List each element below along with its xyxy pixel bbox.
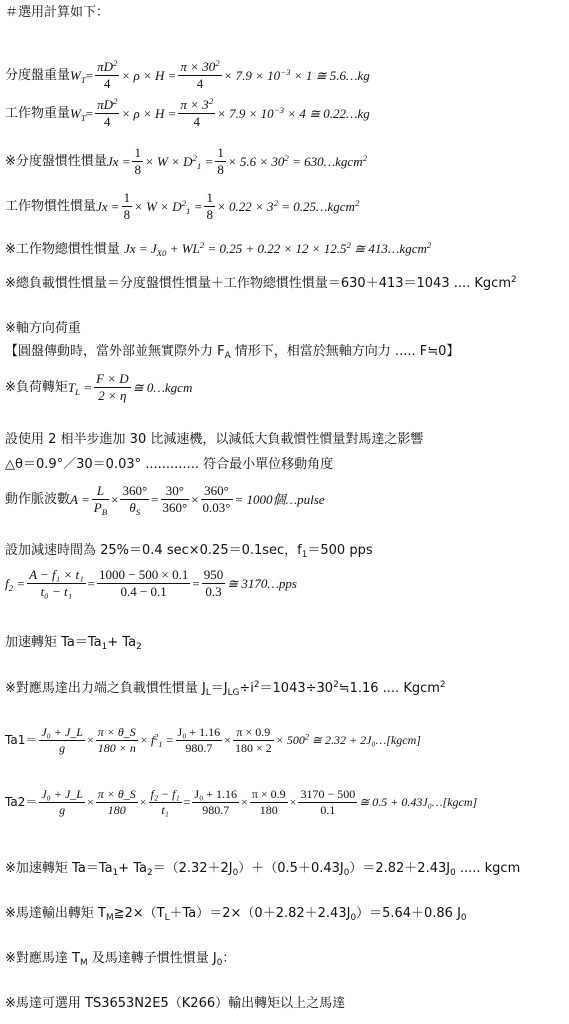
pulse-count-formula: 動作脈波數A = $\frac{L}{P_B}$ × $\frac{360^\circ}{\theta_S}$ = $\frac{30^\circ}{360^\circ}$ × $\frac{360^\circ}{0.03^\circ}$ = 1000個…pulse bbox=[5, 483, 325, 517]
workpiece-inertia-formula: 工作物慣性慣量Jx = $\frac{1}{8}$ × $W \times D^2_1$ = $\frac{1}{8}$ × $0.22 \times 3^2$ = 0.25…kgcm$^2$ bbox=[5, 190, 360, 222]
fraction: $\frac{1}{8}$ bbox=[206, 190, 213, 222]
fraction: $\frac{360^\circ}{0.03^\circ}$ bbox=[202, 483, 231, 515]
fraction: $\frac{360^\circ}{\theta_S}$ bbox=[122, 483, 148, 517]
label: ※分度盤慣性慣量 bbox=[5, 153, 107, 169]
symbol: $W_T$ bbox=[70, 67, 86, 85]
stepper-note: 設使用 2 相半步進加 30 比減速機，以減低大負載慣性慣量對馬達之影響 bbox=[5, 432, 424, 447]
motor-side-inertia: ※對應馬達出力端之負載慣性慣量 $J_L=J_{LG}\div i^2=1043\div 30^2≒1.16$ .... Kgcm$^2$ bbox=[5, 680, 446, 699]
fraction: $\frac{\pi \times 0.9}{180}$ bbox=[251, 787, 286, 817]
ta1-formula: Ta1＝ $\frac{\text{J₀ + J\_L}}{g}$ × $\frac{\pi \times \theta\_S}{180 \times n}$ × $f^2_1$ = $\frac{\text{J₀ + 1.16}}{980.7}$ × $\frac{\pi \times 0.9}{180 \times 2}$ × $500^2$ ≅ 2.32 + 2J₀…[kgcm] bbox=[5, 725, 421, 755]
motor-selection: ※馬達可選用 TS3653N2E5（K266）輸出轉矩以上之馬達 bbox=[5, 996, 346, 1011]
label: 工作物慣性慣量 bbox=[5, 198, 97, 214]
accel-time-note: 設加減速時間為 25%＝0.4 sec×0.25＝0.1sec，$f_1=500$ pps bbox=[5, 543, 373, 561]
fraction: $\frac{F \times D}{2 \times \eta}$ bbox=[96, 371, 129, 403]
fraction: $\frac{\pi \times 30^2}{4}$ bbox=[180, 58, 220, 91]
fraction: $\frac{\pi \times 3^2}{4}$ bbox=[180, 96, 214, 129]
label: 分度盤重量 bbox=[5, 67, 71, 83]
fraction: $\frac{\text{J₀ + J\_L}}{g}$ bbox=[41, 787, 83, 817]
heading: ＃選用計算如下： bbox=[5, 5, 110, 20]
disc-inertia-formula: ※分度盤慣性慣量Jx = $\frac{1}{8}$ × $W \times D^2_1$ = $\frac{1}{8}$ × $5.6 \times 30^2$ = 630…kgcm$^2$ bbox=[5, 145, 368, 177]
angle-note: △θ＝0.9°／30＝0.03° ............. 符合最小單位移動角度 bbox=[5, 457, 334, 472]
fraction: $\frac{L}{P_B}$ bbox=[93, 483, 108, 517]
label: 工作物重量 bbox=[5, 105, 71, 121]
ta2-formula: Ta2＝ $\frac{\text{J₀ + J\_L}}{g}$ × $\frac{\pi \times \theta\_S}{180}$ × $\frac{\text{f₂ − f₁}}{\text{t₁}}$ = $\frac{\text{J₀ + 1.16}}{980.7}$ × $\frac{\pi \times 0.9}{180}$ × $\frac{3170 - 500}{0.1}$ ≅ 0.5 + 0.43J₀…[kgcm] bbox=[5, 787, 478, 817]
label: 動作脈波數 bbox=[5, 491, 71, 507]
fraction: $\frac{1}{8}$ bbox=[123, 190, 131, 222]
motor-correspondence: ※對應馬達 $T_M$ 及馬達轉子慣性慣量 $J_0$： bbox=[5, 951, 236, 969]
fraction: $\frac{\text{J₀ + 1.16}}{980.7}$ bbox=[177, 725, 221, 755]
disc-weight-formula: 分度盤重量$W_T=$ $\frac{\pi D^2}{4}$ × ρ × H = $\frac{\pi \times 30^2}{4}$ × $7.9 \times 10^{-3} \times 1$ ≅ 5.6…kg bbox=[5, 58, 370, 91]
fraction: $\frac{\text{A − f₁ × t₁}}{\text{t₀ − t₁}}$ bbox=[29, 567, 84, 599]
fraction: $\frac{\pi \times \theta\_S}{180}$ bbox=[97, 787, 136, 817]
fraction: $\frac{\pi \times \theta\_S}{180 \times n}$ bbox=[97, 725, 136, 755]
fraction: $\frac{\pi D^2}{4}$ bbox=[97, 96, 118, 129]
total-workpiece-inertia: ※工作物總慣性慣量 $Jx = J_{X0} + WL^2 = 0.25 + 0.22 \times 12 \times 12.5^2$ ≅ 413…kgcm$^2$ bbox=[5, 240, 432, 259]
label: Ta1＝ bbox=[5, 733, 38, 748]
fraction: $\frac{1000 - 500 \times 0.1}{0.4 - 0.1}$ bbox=[98, 567, 189, 599]
axial-load-heading: ※軸方向荷重 bbox=[5, 321, 81, 336]
axial-load-note: 【圓盤傳動時，當外部並無實際外力 $F_A$ 情形下，相當於無軸方向力 ..... F≒0】 bbox=[5, 344, 460, 362]
fraction: $\frac{\text{J₀ + 1.16}}{980.7}$ bbox=[194, 787, 238, 817]
accel-torque-def: 加速轉矩 $Ta=Ta_1+ Ta_2$ bbox=[5, 635, 142, 653]
label: ※工作物總慣性慣量 bbox=[5, 242, 125, 257]
workpiece-weight-formula: 工作物重量$W_T=$ $\frac{\pi D^2}{4}$ × ρ × H = $\frac{\pi \times 3^2}{4}$ × $7.9 \times 10^{-3} \times 4$ ≅ 0.22…kg bbox=[5, 96, 370, 129]
fraction: $\frac{30^\circ}{360^\circ}$ bbox=[162, 483, 188, 515]
label: ※負荷轉矩 bbox=[5, 379, 68, 395]
f2-formula: $f_2$ = $\frac{\text{A − f₁ × t₁}}{\text{t₀ − t₁}}$ = $\frac{1000 - 500 \times 0.1}{0.4 - 0.1}$ = $\frac{950}{0.3}$ ≅ 3170…pps bbox=[5, 567, 297, 599]
label: Ta2＝ bbox=[5, 795, 38, 810]
fraction: $\frac{3170 - 500}{0.1}$ bbox=[300, 787, 356, 817]
fraction: $\frac{1}{8}$ bbox=[217, 145, 224, 177]
accel-torque-total: ※加速轉矩 $Ta=Ta_1+ Ta_2=(2.32+2J_0)+(0.5+0.43J_0)=2.82+2.43J_0$ ..... kgcm bbox=[5, 861, 521, 879]
fraction: $\frac{1}{8}$ bbox=[134, 145, 141, 177]
total-load-inertia: ※總負載慣性慣量＝分度盤慣性慣量＋工作物總慣性慣量＝630＋413＝1043 .... Kgcm$^2$ bbox=[5, 275, 517, 291]
symbol: $W_T$ bbox=[70, 105, 86, 123]
fraction: $\frac{950}{0.3}$ bbox=[203, 567, 224, 599]
motor-output-torque: ※馬達輸出轉矩 $T_M≧2\times(T_L+Ta)=2\times(0+2.82+2.43J_0)=5.64+0.86$ $J_0$ bbox=[5, 906, 467, 924]
fraction: $\frac{\text{f₂ − f₁}}{\text{t₁}}$ bbox=[150, 787, 180, 817]
fraction: $\frac{\pi D^2}{4}$ bbox=[97, 58, 118, 91]
fraction: $\frac{\text{J₀ + J\_L}}{g}$ bbox=[41, 725, 83, 755]
fraction: $\frac{\pi \times 0.9}{180 \times 2}$ bbox=[234, 725, 272, 755]
load-torque-formula: ※負荷轉矩$T_L$ = $\frac{F \times D}{2 \times \eta}$ ≅ 0…kgcm bbox=[5, 371, 193, 403]
